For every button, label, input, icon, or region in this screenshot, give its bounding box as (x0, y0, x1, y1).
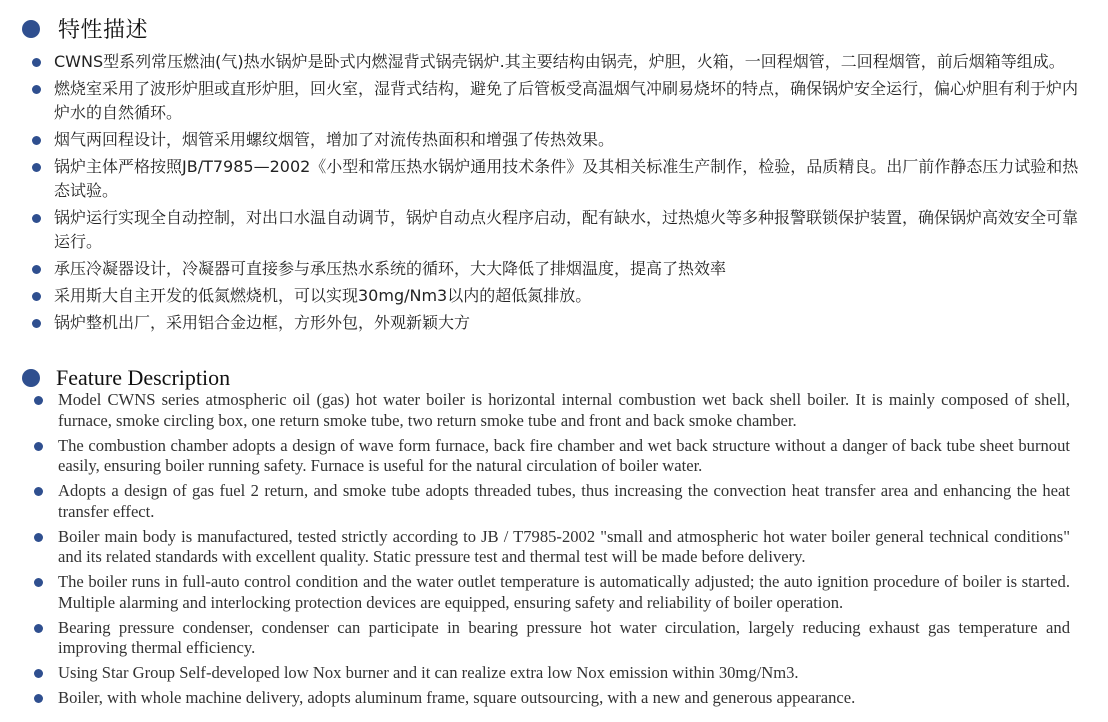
cn-feature-text: 承压冷凝器设计，冷凝器可直接参与承压热水系统的循环，大大降低了排烟温度，提高了热效率 (54, 259, 727, 278)
en-feature-text: Boiler, with whole machine delivery, adopts aluminum frame, square outsourcing, with a new and generous appearance. (58, 688, 856, 707)
en-feature-item (30, 390, 1070, 431)
cn-feature-text: 燃烧室采用了波形炉胆或直形炉胆，回火室，湿背式结构，避免了后管板受高温烟气冲刷易烧坏的特点，确保锅炉安全运行，偏心炉胆有利于炉内炉水的自然循环。 (54, 79, 1079, 122)
heading-bullet-icon (22, 369, 40, 387)
cn-feature-item (30, 77, 1090, 125)
bullet-icon (32, 58, 41, 67)
bullet-icon (34, 396, 43, 405)
en-feature-item (30, 688, 1070, 709)
cn-feature-item (30, 206, 1090, 254)
cn-feature-text: 采用斯大自主开发的低氮燃烧机，可以实现30mg/Nm3以内的超低氮排放。 (54, 286, 592, 305)
en-feature-text: Model CWNS series atmospheric oil (gas) hot water boiler is horizontal internal combustion wet back shell boiler. It is mainly composed of shell, furnace, smoke circling box, one return smoke tube, two return smoke tube and front and back smoke chamber. (58, 390, 1070, 430)
bullet-icon (34, 487, 43, 496)
bullet-icon (32, 214, 41, 223)
cn-feature-item (30, 128, 1090, 152)
bullet-icon (34, 578, 43, 587)
en-feature-item (30, 481, 1070, 522)
bullet-icon (32, 163, 41, 172)
cn-feature-list (30, 50, 1090, 338)
en-feature-item (30, 663, 1070, 684)
bullet-icon (34, 669, 43, 678)
en-feature-text: The boiler runs in full-auto control condition and the water outlet temperature is automatically adjusted; the auto ignition procedure of boiler is started. Multiple alarming and interlocking protection devices are equipped, ensuring safety and reliability of boiler operation. (58, 572, 1070, 612)
cn-section-title: 特性描述 (58, 18, 149, 43)
cn-feature-item (30, 311, 1090, 335)
cn-feature-text: 锅炉主体严格按照JB/T7985—2002《小型和常压热水锅炉通用技术条件》及其相关标准生产制作，检验，品质精良。出厂前作静态压力试验和热态试验。 (54, 157, 1079, 200)
bullet-icon (32, 265, 41, 274)
bullet-icon (34, 442, 43, 451)
cn-feature-item (30, 50, 1090, 74)
cn-feature-item (30, 257, 1090, 281)
cn-feature-item (30, 155, 1090, 203)
en-feature-item (30, 527, 1070, 568)
bullet-icon (34, 533, 43, 542)
en-section-heading (22, 365, 230, 391)
cn-feature-text: 锅炉运行实现全自动控制，对出口水温自动调节，锅炉自动点火程序启动，配有缺水，过热熄火等多种报警联锁保护装置，确保锅炉高效安全可靠运行。 (54, 208, 1079, 251)
cn-feature-text: 烟气两回程设计，烟管采用螺纹烟管，增加了对流传热面积和增强了传热效果。 (54, 130, 615, 149)
en-feature-item (30, 572, 1070, 613)
bullet-icon (32, 136, 41, 145)
en-feature-text: The combustion chamber adopts a design of wave form furnace, back fire chamber and wet back structure without a danger of back tube sheet burnout easily, ensuring boiler running safety. Furnace is useful for the natural circulation of boiler water. (58, 435, 1070, 475)
cn-feature-item (30, 284, 1090, 308)
cn-feature-text: 锅炉整机出厂，采用铝合金边框，方形外包，外观新颖大方 (54, 313, 471, 332)
en-feature-list (30, 390, 1070, 713)
bullet-icon (32, 292, 41, 301)
en-feature-item (30, 618, 1070, 659)
bullet-icon (34, 694, 43, 703)
bullet-icon (32, 85, 41, 94)
en-feature-text: Boiler main body is manufactured, tested strictly according to JB / T7985-2002 "small and atmospheric hot water boiler general technical conditions" and its related standards with excellent quality. Static pressure test and thermal test will be made before delivery. (58, 526, 1070, 566)
en-feature-text: Adopts a design of gas fuel 2 return, and smoke tube adopts threaded tubes, thus increasing the convection heat transfer area and enhancing the heat transfer effect. (58, 481, 1070, 521)
cn-section-heading (22, 13, 148, 44)
en-feature-item (30, 436, 1070, 477)
bullet-icon (34, 624, 43, 633)
heading-bullet-icon (22, 20, 40, 38)
en-section-title: Feature Description (56, 365, 231, 390)
en-feature-text: Using Star Group Self-developed low Nox burner and it can realize extra low Nox emission within 30mg/Nm3. (58, 663, 799, 682)
cn-feature-text: CWNS型系列常压燃油(气)热水锅炉是卧式内燃湿背式锅壳锅炉.其主要结构由锅壳，炉胆，火箱，一回程烟管，二回程烟管，前后烟箱等组成。 (54, 52, 1065, 71)
en-feature-text: Bearing pressure condenser, condenser can participate in bearing pressure hot water circulation, largely reducing exhaust gas temperature and improving thermal efficiency. (58, 617, 1070, 657)
bullet-icon (32, 319, 41, 328)
